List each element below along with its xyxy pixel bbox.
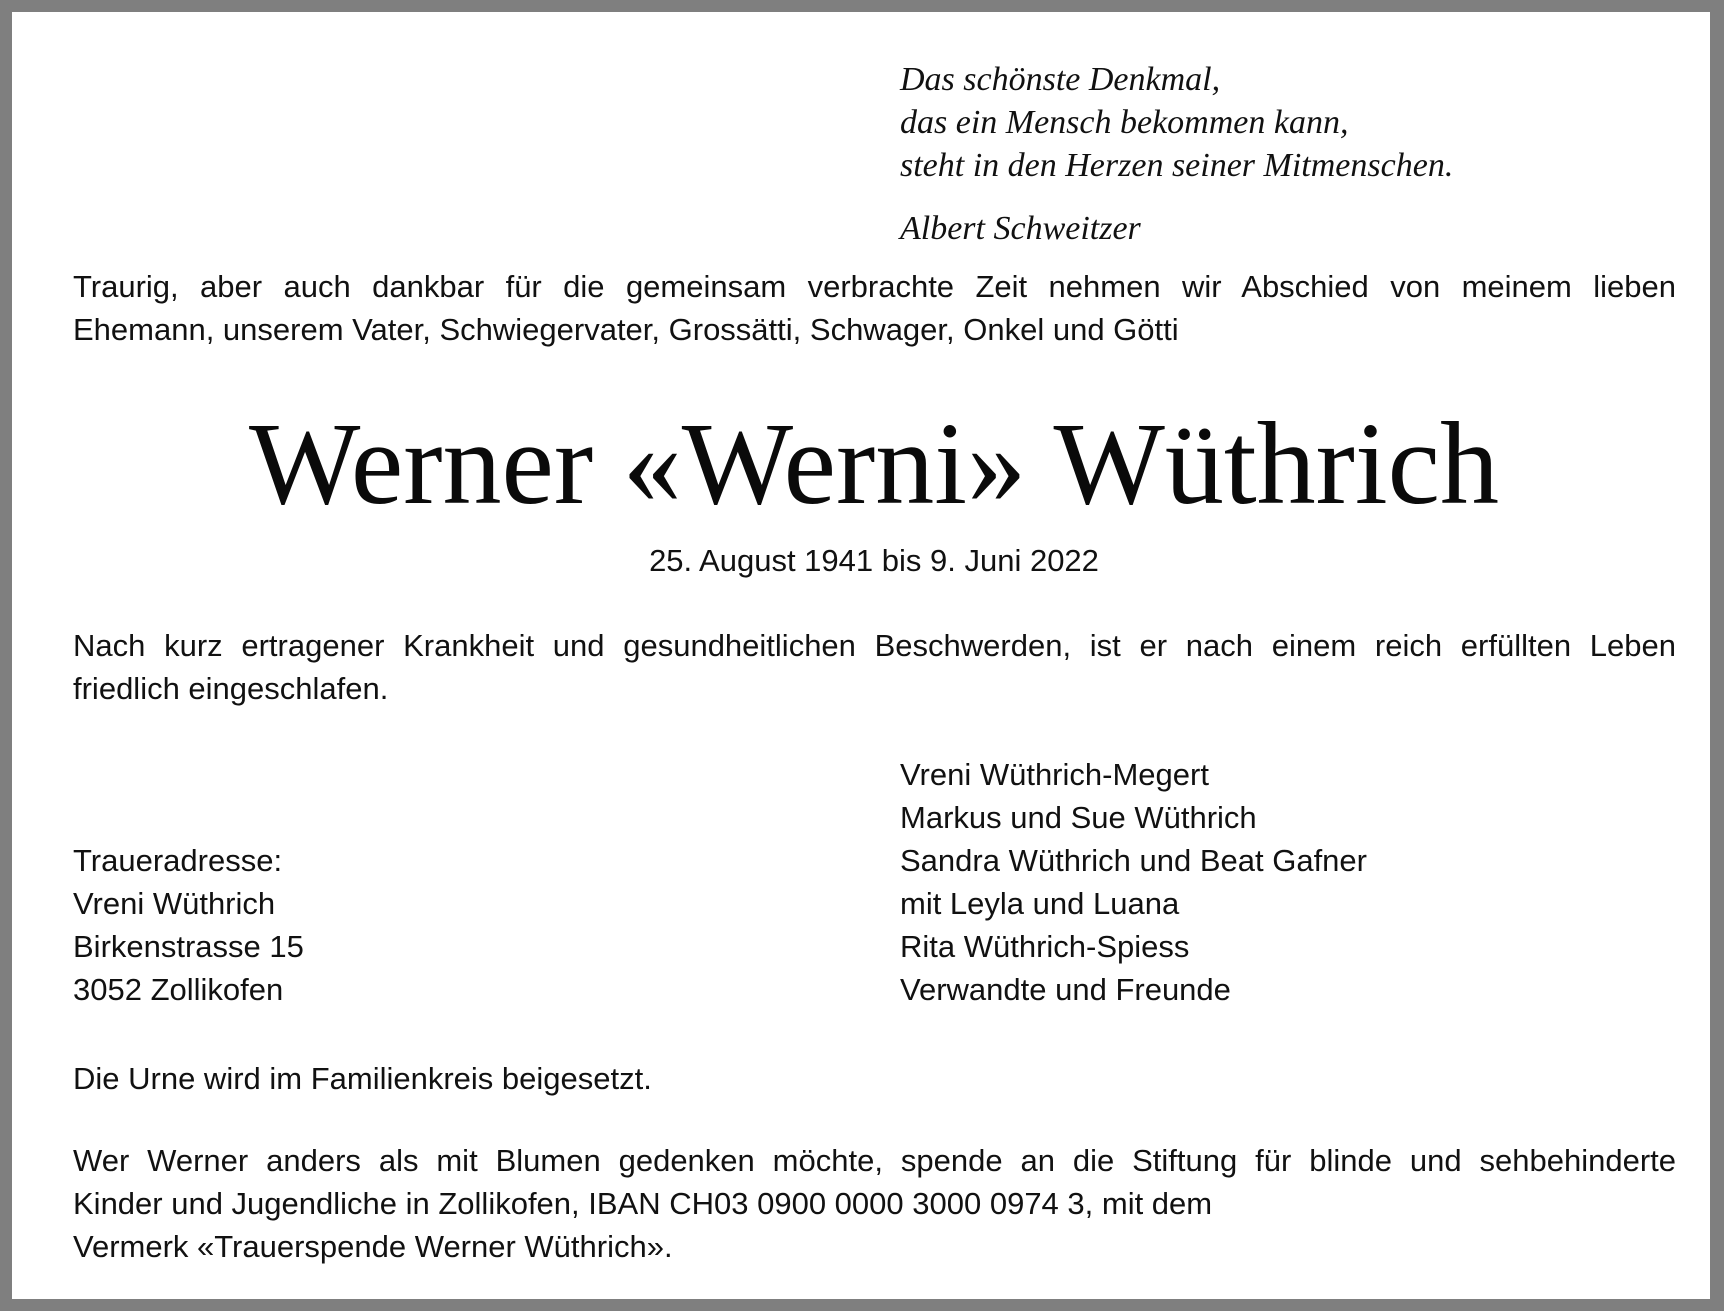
address-city: 3052 Zollikofen — [73, 972, 284, 1007]
donation-line: Wer Werner anders als mit Blumen gedenken möchte, spende an die Stiftung für blinde und sehbehinderte — [73, 1143, 1676, 1178]
mourners-list — [900, 753, 1367, 1011]
address-label: Traueradresse: — [73, 843, 283, 878]
mourner-entry: Vreni Wüthrich-Megert — [900, 757, 1209, 792]
donation-line: Vermerk «Trauerspende Werner Wüthrich». — [73, 1229, 673, 1264]
quote-line: Das schönste Denkmal, — [900, 61, 1221, 98]
intro-line: Ehemann, unserem Vater, Schwiegervater, Grossätti, Schwager, Onkel und Götti — [73, 312, 1179, 347]
passing-line: friedlich eingeschlafen. — [73, 671, 389, 706]
address-name: Vreni Wüthrich — [73, 886, 276, 921]
deceased-name: Werner «Werni» Wüthrich — [248, 398, 1500, 529]
burial-note — [73, 1057, 1676, 1100]
quote-line: steht in den Herzen seiner Mitmenschen. — [900, 147, 1454, 184]
quote-author: Albert Schweitzer — [900, 210, 1141, 247]
passing-line: Nach kurz ertragener Krankheit und gesundheitlichen Beschwerden, ist er nach einem reich erfüllten Leben — [73, 628, 1676, 663]
donation-paragraph — [73, 1139, 1676, 1268]
mourning-address — [73, 839, 304, 1011]
burial-line: Die Urne wird im Familienkreis beigesetzt. — [73, 1061, 652, 1096]
donation-line: Kinder und Jugendliche in Zollikofen, IBAN CH03 0900 0000 3000 0974 3, mit dem — [73, 1186, 1213, 1221]
quote-block — [900, 58, 1620, 187]
mourner-entry: Markus und Sue Wüthrich — [900, 800, 1257, 835]
life-dates: 25. August 1941 bis 9. Juni 2022 — [649, 543, 1099, 578]
mourner-entry: Sandra Wüthrich und Beat Gafner — [900, 843, 1367, 878]
passing-paragraph — [73, 624, 1676, 710]
mourner-entry: Rita Wüthrich-Spiess — [900, 929, 1190, 964]
address-street: Birkenstrasse 15 — [73, 929, 304, 964]
mourner-entry: Verwandte und Freunde — [900, 972, 1231, 1007]
intro-paragraph — [73, 265, 1676, 351]
mourner-entry: mit Leyla und Luana — [900, 886, 1180, 921]
quote-line: das ein Mensch bekommen kann, — [900, 104, 1349, 141]
intro-line: Traurig, aber auch dankbar für die gemeinsam verbrachte Zeit nehmen wir Abschied von meinem lieben — [73, 269, 1676, 304]
